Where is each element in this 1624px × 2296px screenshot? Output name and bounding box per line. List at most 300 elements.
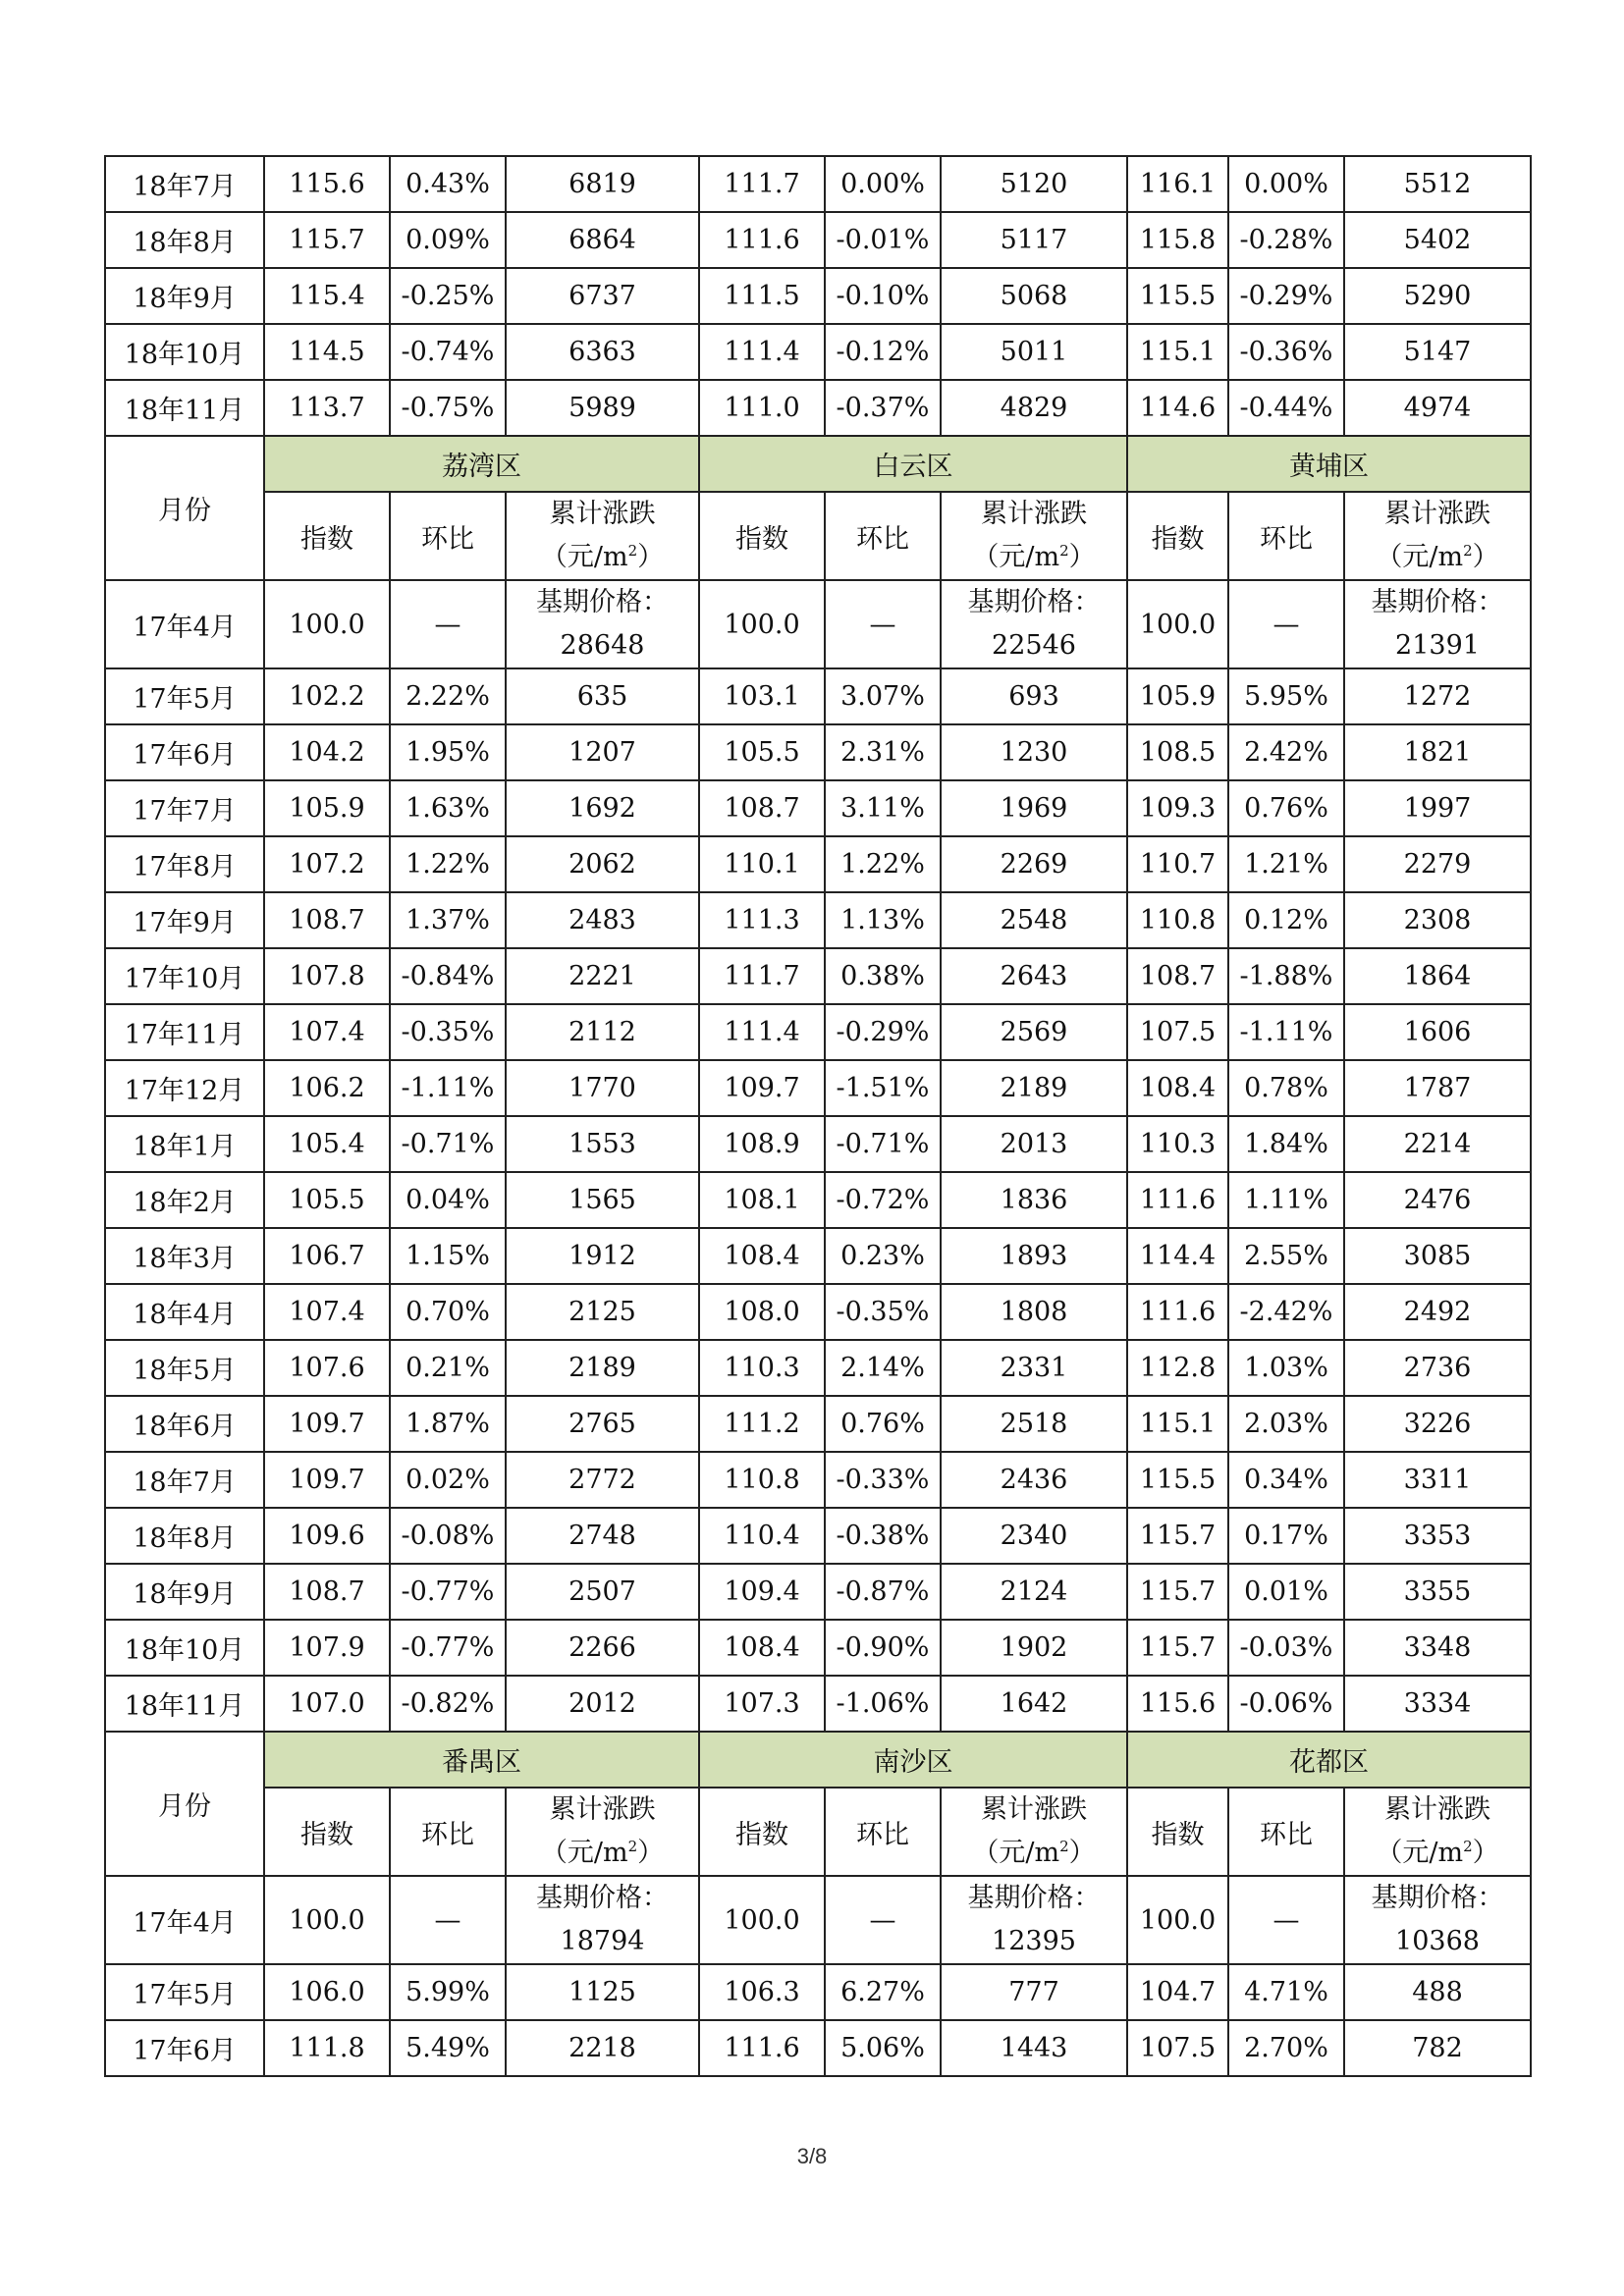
month-cell: 17年6月: [105, 2020, 264, 2076]
district-header: 番禺区: [264, 1732, 699, 1788]
mom-cell: 0.34%: [1228, 1452, 1344, 1508]
mom-cell: 0.76%: [1228, 780, 1344, 836]
mom-cell: 0.17%: [1228, 1508, 1344, 1564]
cumulative-cell: 1864: [1344, 948, 1531, 1004]
index-cell: 107.0: [264, 1676, 390, 1732]
cumulative-cell: 2189: [941, 1060, 1127, 1116]
month-cell: 18年6月: [105, 1396, 264, 1452]
cumulative-cell: 2125: [506, 1284, 699, 1340]
cumulative-cell: 777: [941, 1964, 1127, 2020]
index-cell: 114.6: [1127, 380, 1228, 436]
unit-part: 2: [627, 1838, 638, 1855]
cumulative-cell: 2736: [1344, 1340, 1531, 1396]
table-row: [105, 1452, 1531, 1508]
mom-cell: 1.03%: [1228, 1340, 1344, 1396]
index-header: 指数: [1127, 1788, 1228, 1876]
table-body: [105, 156, 1531, 2076]
mom-cell: -0.77%: [390, 1620, 506, 1676]
mom-cell: —: [825, 1876, 941, 1964]
cumulative-cell: 5402: [1344, 212, 1531, 268]
month-cell: 18年11月: [105, 1676, 264, 1732]
cumulative-cell: 2218: [506, 2020, 699, 2076]
index-cell: 111.4: [699, 1004, 825, 1060]
index-cell: 108.7: [264, 1564, 390, 1620]
mom-cell: -0.82%: [390, 1676, 506, 1732]
month-cell: 18年3月: [105, 1228, 264, 1284]
month-cell: 18年8月: [105, 212, 264, 268]
index-cell: 115.6: [1127, 1676, 1228, 1732]
mom-cell: -0.12%: [825, 324, 941, 380]
index-cell: 108.9: [699, 1116, 825, 1172]
base-price-cell: [941, 1876, 1127, 1964]
cumulative-header: [1344, 1788, 1531, 1876]
cumulative-header-line1: 累计涨跌: [981, 499, 1087, 529]
base-price-value: 28648: [560, 630, 645, 661]
month-cell: 18年2月: [105, 1172, 264, 1228]
table-row: [105, 268, 1531, 324]
unit-part: 2: [1463, 1838, 1473, 1855]
index-cell: 115.7: [264, 212, 390, 268]
index-cell: 107.4: [264, 1284, 390, 1340]
index-cell: 108.1: [699, 1172, 825, 1228]
table-row: [105, 1964, 1531, 2020]
mom-cell: —: [1228, 1876, 1344, 1964]
mom-cell: 0.00%: [825, 156, 941, 212]
index-cell: 110.4: [699, 1508, 825, 1564]
base-period-row: [105, 1876, 1531, 1964]
mom-cell: -0.71%: [825, 1116, 941, 1172]
cumulative-header-unit: [507, 1832, 698, 1875]
month-cell: 18年5月: [105, 1340, 264, 1396]
month-cell: 18年8月: [105, 1508, 264, 1564]
table-row: [105, 2020, 1531, 2076]
base-period-row: [105, 580, 1531, 668]
mom-cell: 2.55%: [1228, 1228, 1344, 1284]
cumulative-cell: 3226: [1344, 1396, 1531, 1452]
mom-cell: -0.08%: [390, 1508, 506, 1564]
index-header: 指数: [264, 492, 390, 580]
index-cell: 115.8: [1127, 212, 1228, 268]
cumulative-cell: 5011: [941, 324, 1127, 380]
cumulative-cell: 2189: [506, 1340, 699, 1396]
cumulative-cell: 2476: [1344, 1172, 1531, 1228]
mom-cell: 1.15%: [390, 1228, 506, 1284]
index-cell: 108.7: [264, 892, 390, 948]
cumulative-cell: 5147: [1344, 324, 1531, 380]
index-cell: 112.8: [1127, 1340, 1228, 1396]
mom-cell: 0.38%: [825, 948, 941, 1004]
mom-cell: 0.78%: [1228, 1060, 1344, 1116]
cumulative-cell: 2772: [506, 1452, 699, 1508]
month-cell: 17年9月: [105, 892, 264, 948]
table-row: [105, 780, 1531, 836]
index-cell: 100.0: [1127, 580, 1228, 668]
index-cell: 115.6: [264, 156, 390, 212]
cumulative-cell: 1808: [941, 1284, 1127, 1340]
mom-cell: 0.04%: [390, 1172, 506, 1228]
mom-cell: -1.06%: [825, 1676, 941, 1732]
mom-cell: 1.37%: [390, 892, 506, 948]
index-cell: 108.5: [1127, 724, 1228, 780]
unit-part: 2: [1463, 542, 1473, 560]
mom-cell: —: [390, 580, 506, 668]
mom-cell: 4.71%: [1228, 1964, 1344, 2020]
cumulative-cell: 1692: [506, 780, 699, 836]
table-row: [105, 1564, 1531, 1620]
index-cell: 107.9: [264, 1620, 390, 1676]
index-cell: 107.4: [264, 1004, 390, 1060]
mom-cell: —: [1228, 580, 1344, 668]
index-cell: 100.0: [264, 1876, 390, 1964]
mom-cell: 0.09%: [390, 212, 506, 268]
cumulative-cell: 3348: [1344, 1620, 1531, 1676]
cumulative-cell: 1642: [941, 1676, 1127, 1732]
index-cell: 107.5: [1127, 2020, 1228, 2076]
unit-part: （元/m: [972, 542, 1060, 572]
index-header: 指数: [699, 1788, 825, 1876]
cumulative-cell: 5512: [1344, 156, 1531, 212]
base-price-value: 10368: [1395, 1926, 1480, 1956]
mom-cell: 1.21%: [1228, 836, 1344, 892]
cumulative-cell: 1125: [506, 1964, 699, 2020]
mom-cell: -0.01%: [825, 212, 941, 268]
cumulative-cell: 2124: [941, 1564, 1127, 1620]
index-cell: 110.8: [1127, 892, 1228, 948]
base-price-label: 基期价格：: [1371, 1883, 1504, 1913]
mom-cell: 0.70%: [390, 1284, 506, 1340]
index-cell: 109.7: [264, 1396, 390, 1452]
mom-cell: 1.22%: [390, 836, 506, 892]
table-row: [105, 892, 1531, 948]
cumulative-cell: 2062: [506, 836, 699, 892]
month-cell: 18年10月: [105, 324, 264, 380]
cumulative-cell: 1565: [506, 1172, 699, 1228]
mom-cell: 0.01%: [1228, 1564, 1344, 1620]
index-cell: 111.6: [699, 212, 825, 268]
cumulative-header-line1: 累计涨跌: [1384, 1794, 1490, 1825]
cumulative-cell: 2483: [506, 892, 699, 948]
index-cell: 115.7: [1127, 1620, 1228, 1676]
mom-cell: -0.25%: [390, 268, 506, 324]
month-cell: 18年4月: [105, 1284, 264, 1340]
index-cell: 107.3: [699, 1676, 825, 1732]
cumulative-cell: 6737: [506, 268, 699, 324]
cumulative-header-line1: 累计涨跌: [1384, 499, 1490, 529]
index-cell: 115.5: [1127, 1452, 1228, 1508]
index-cell: 100.0: [1127, 1876, 1228, 1964]
cumulative-cell: 1997: [1344, 780, 1531, 836]
district-header: 白云区: [699, 436, 1127, 492]
month-cell: 18年7月: [105, 156, 264, 212]
table-row: [105, 1116, 1531, 1172]
mom-cell: —: [390, 1876, 506, 1964]
index-cell: 111.3: [699, 892, 825, 948]
mom-cell: -0.03%: [1228, 1620, 1344, 1676]
mom-cell: -0.29%: [1228, 268, 1344, 324]
mom-cell: 3.11%: [825, 780, 941, 836]
month-cell: 17年8月: [105, 836, 264, 892]
mom-cell: 1.63%: [390, 780, 506, 836]
cumulative-cell: 1836: [941, 1172, 1127, 1228]
mom-cell: -0.35%: [390, 1004, 506, 1060]
cumulative-cell: 1207: [506, 724, 699, 780]
cumulative-cell: 2643: [941, 948, 1127, 1004]
index-cell: 100.0: [699, 1876, 825, 1964]
mom-cell: 5.49%: [390, 2020, 506, 2076]
cumulative-header: [941, 1788, 1127, 1876]
unit-part: （元/m: [1376, 542, 1464, 572]
base-price-cell: [506, 580, 699, 668]
cumulative-cell: 1902: [941, 1620, 1127, 1676]
index-cell: 107.2: [264, 836, 390, 892]
base-price-label: 基期价格：: [536, 1883, 669, 1913]
index-cell: 108.4: [1127, 1060, 1228, 1116]
cumulative-cell: 1606: [1344, 1004, 1531, 1060]
mom-cell: -0.77%: [390, 1564, 506, 1620]
month-cell: 18年10月: [105, 1620, 264, 1676]
mom-cell: -0.38%: [825, 1508, 941, 1564]
base-price-value: 22546: [992, 630, 1076, 661]
cumulative-cell: 3311: [1344, 1452, 1531, 1508]
cumulative-cell: 3334: [1344, 1676, 1531, 1732]
cumulative-cell: 1272: [1344, 668, 1531, 724]
cumulative-cell: 2266: [506, 1620, 699, 1676]
cumulative-cell: 3355: [1344, 1564, 1531, 1620]
table-row: [105, 724, 1531, 780]
index-cell: 100.0: [264, 580, 390, 668]
cumulative-cell: 2013: [941, 1116, 1127, 1172]
table-row: [105, 1060, 1531, 1116]
table-row: [105, 1340, 1531, 1396]
index-cell: 108.7: [699, 780, 825, 836]
mom-cell: -0.72%: [825, 1172, 941, 1228]
month-cell: 17年4月: [105, 1876, 264, 1964]
base-price-value: 12395: [992, 1926, 1076, 1956]
mom-cell: 1.84%: [1228, 1116, 1344, 1172]
unit-part: ）: [637, 542, 665, 572]
month-cell: 17年4月: [105, 580, 264, 668]
index-cell: 111.7: [699, 948, 825, 1004]
mom-cell: -0.84%: [390, 948, 506, 1004]
index-header: 指数: [699, 492, 825, 580]
mom-cell: -0.87%: [825, 1564, 941, 1620]
month-cell: 17年10月: [105, 948, 264, 1004]
index-cell: 107.5: [1127, 1004, 1228, 1060]
mom-cell: -0.33%: [825, 1452, 941, 1508]
mom-cell: -1.11%: [1228, 1004, 1344, 1060]
cumulative-cell: 4974: [1344, 380, 1531, 436]
mom-header: 环比: [1228, 492, 1344, 580]
index-cell: 108.0: [699, 1284, 825, 1340]
cumulative-cell: 2012: [506, 1676, 699, 1732]
mom-header: 环比: [390, 1788, 506, 1876]
base-price-value: 18794: [560, 1926, 645, 1956]
cumulative-cell: 1893: [941, 1228, 1127, 1284]
mom-header: 环比: [825, 1788, 941, 1876]
mom-cell: 5.95%: [1228, 668, 1344, 724]
table-row: [105, 1508, 1531, 1564]
base-price-label: 基期价格：: [1371, 587, 1504, 617]
index-cell: 116.1: [1127, 156, 1228, 212]
cumulative-cell: 1443: [941, 2020, 1127, 2076]
mom-cell: -0.29%: [825, 1004, 941, 1060]
index-cell: 108.7: [1127, 948, 1228, 1004]
mom-cell: 5.06%: [825, 2020, 941, 2076]
index-cell: 115.7: [1127, 1564, 1228, 1620]
mom-cell: 2.03%: [1228, 1396, 1344, 1452]
unit-part: （元/m: [540, 542, 628, 572]
index-cell: 108.4: [699, 1228, 825, 1284]
index-cell: 110.8: [699, 1452, 825, 1508]
table-row: [105, 1172, 1531, 1228]
cumulative-cell: 2518: [941, 1396, 1127, 1452]
mom-cell: 2.14%: [825, 1340, 941, 1396]
mom-cell: 1.95%: [390, 724, 506, 780]
index-cell: 103.1: [699, 668, 825, 724]
cumulative-cell: 2748: [506, 1508, 699, 1564]
unit-part: （元/m: [972, 1838, 1060, 1868]
index-cell: 109.3: [1127, 780, 1228, 836]
cumulative-header: [506, 1788, 699, 1876]
mom-cell: 2.22%: [390, 668, 506, 724]
index-cell: 111.6: [1127, 1284, 1228, 1340]
index-cell: 114.4: [1127, 1228, 1228, 1284]
index-cell: 115.7: [1127, 1508, 1228, 1564]
mom-cell: -1.11%: [390, 1060, 506, 1116]
index-header: 指数: [1127, 492, 1228, 580]
mom-header: 环比: [390, 492, 506, 580]
cumulative-header: [1344, 492, 1531, 580]
table-row: [105, 836, 1531, 892]
mom-cell: 1.13%: [825, 892, 941, 948]
index-cell: 105.4: [264, 1116, 390, 1172]
mom-cell: 1.87%: [390, 1396, 506, 1452]
cumulative-cell: 6864: [506, 212, 699, 268]
cumulative-header-line1: 累计涨跌: [549, 1794, 656, 1825]
mom-cell: 1.11%: [1228, 1172, 1344, 1228]
unit-part: ）: [1472, 1838, 1499, 1868]
table-row: [105, 156, 1531, 212]
mom-cell: -0.10%: [825, 268, 941, 324]
table-row: [105, 1620, 1531, 1676]
index-cell: 111.8: [264, 2020, 390, 2076]
mom-cell: -1.88%: [1228, 948, 1344, 1004]
index-cell: 114.5: [264, 324, 390, 380]
index-cell: 111.2: [699, 1396, 825, 1452]
unit-part: （元/m: [1376, 1838, 1464, 1868]
mom-cell: 6.27%: [825, 1964, 941, 2020]
mom-cell: -0.90%: [825, 1620, 941, 1676]
index-cell: 111.7: [699, 156, 825, 212]
index-cell: 115.4: [264, 268, 390, 324]
index-cell: 107.8: [264, 948, 390, 1004]
unit-part: 2: [1059, 1838, 1069, 1855]
unit-part: ）: [1068, 542, 1096, 572]
page-number: 3/8: [796, 2144, 828, 2168]
cumulative-cell: 5989: [506, 380, 699, 436]
index-cell: 104.7: [1127, 1964, 1228, 2020]
mom-cell: -0.71%: [390, 1116, 506, 1172]
index-cell: 109.7: [264, 1452, 390, 1508]
mom-cell: 0.21%: [390, 1340, 506, 1396]
mom-cell: 2.31%: [825, 724, 941, 780]
cumulative-header-line1: 累计涨跌: [549, 499, 656, 529]
index-cell: 109.6: [264, 1508, 390, 1564]
district-header: 黄埔区: [1127, 436, 1531, 492]
month-cell: 18年1月: [105, 1116, 264, 1172]
cumulative-cell: 1230: [941, 724, 1127, 780]
unit-part: （元/m: [540, 1838, 628, 1868]
table-row: [105, 212, 1531, 268]
mom-cell: 2.42%: [1228, 724, 1344, 780]
mom-cell: 0.23%: [825, 1228, 941, 1284]
price-index-table: [104, 155, 1532, 2077]
index-cell: 100.0: [699, 580, 825, 668]
cumulative-header-line1: 累计涨跌: [981, 1794, 1087, 1825]
cumulative-header-unit: [1345, 536, 1530, 579]
index-cell: 105.5: [699, 724, 825, 780]
table-row: [105, 1676, 1531, 1732]
mom-cell: -0.06%: [1228, 1676, 1344, 1732]
unit-part: 2: [627, 542, 638, 560]
index-cell: 109.4: [699, 1564, 825, 1620]
cumulative-cell: 6819: [506, 156, 699, 212]
month-column-header: 月份: [105, 436, 264, 580]
mom-cell: 2.70%: [1228, 2020, 1344, 2076]
month-cell: 17年5月: [105, 668, 264, 724]
cumulative-cell: 2279: [1344, 836, 1531, 892]
base-price-cell: [1344, 1876, 1531, 1964]
month-cell: 17年7月: [105, 780, 264, 836]
cumulative-cell: 4829: [941, 380, 1127, 436]
index-cell: 102.2: [264, 668, 390, 724]
index-cell: 111.6: [699, 2020, 825, 2076]
mom-cell: -0.44%: [1228, 380, 1344, 436]
index-cell: 106.0: [264, 1964, 390, 2020]
table-row: [105, 324, 1531, 380]
mom-cell: -0.28%: [1228, 212, 1344, 268]
cumulative-cell: 782: [1344, 2020, 1531, 2076]
cumulative-cell: 2331: [941, 1340, 1127, 1396]
cumulative-cell: 693: [941, 668, 1127, 724]
column-subheader-row: [105, 492, 1531, 580]
cumulative-cell: 2569: [941, 1004, 1127, 1060]
mom-cell: -0.35%: [825, 1284, 941, 1340]
index-cell: 110.7: [1127, 836, 1228, 892]
mom-cell: 0.02%: [390, 1452, 506, 1508]
cumulative-cell: 1821: [1344, 724, 1531, 780]
cumulative-cell: 2507: [506, 1564, 699, 1620]
table-row: [105, 1004, 1531, 1060]
cumulative-cell: 635: [506, 668, 699, 724]
mom-cell: -2.42%: [1228, 1284, 1344, 1340]
column-subheader-row: [105, 1788, 1531, 1876]
index-cell: 105.5: [264, 1172, 390, 1228]
cumulative-cell: 1969: [941, 780, 1127, 836]
cumulative-cell: 5120: [941, 156, 1127, 212]
cumulative-header: [506, 492, 699, 580]
index-cell: 111.0: [699, 380, 825, 436]
unit-part: ）: [637, 1838, 665, 1868]
index-cell: 109.7: [699, 1060, 825, 1116]
unit-part: ）: [1472, 542, 1499, 572]
mom-cell: -0.75%: [390, 380, 506, 436]
cumulative-cell: 2765: [506, 1396, 699, 1452]
month-cell: 17年12月: [105, 1060, 264, 1116]
cumulative-cell: 1770: [506, 1060, 699, 1116]
mom-cell: -0.74%: [390, 324, 506, 380]
month-cell: 18年9月: [105, 268, 264, 324]
